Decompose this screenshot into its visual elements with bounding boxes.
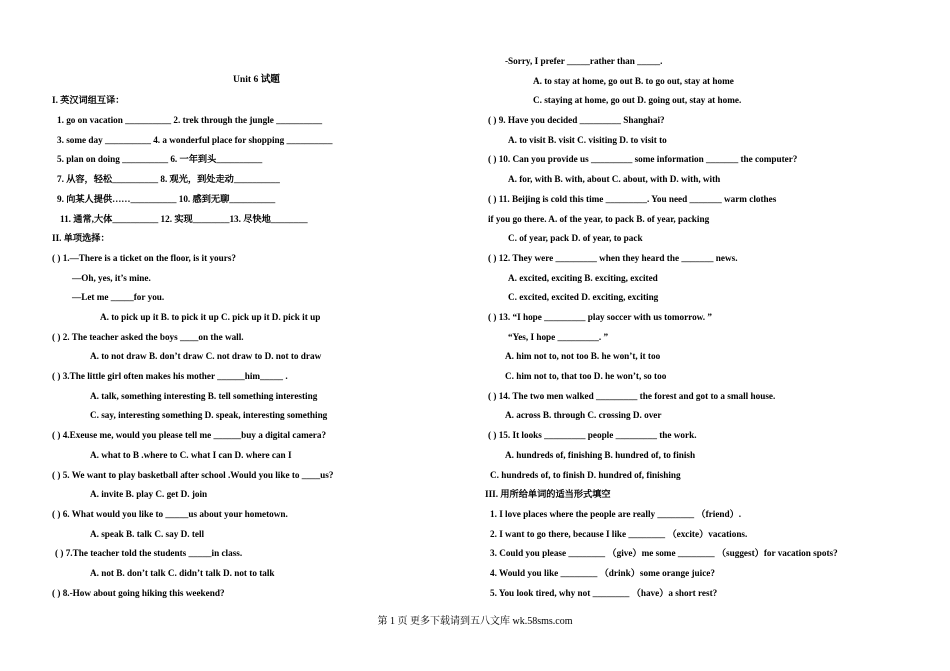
question-line: ( ) 4.Exeuse me, would you please tell me ______buy a digital camera? (52, 430, 327, 440)
question-line: “Yes, I hope _________. ” (508, 332, 609, 342)
page-footer: 第 1 页 更多下载请到五八文库 wk.58sms.com (377, 616, 573, 627)
section-3-row: 1. I love places where the people are really ________ （friend）. (490, 509, 742, 519)
question-line: ( ) 13. “I hope _________ play soccer with us tomorrow. ” (488, 312, 712, 322)
question-line: ( ) 14. The two men walked _________ the forest and got to a small house. (488, 391, 776, 401)
option-line: A. to not draw B. don’t draw C. not draw to D. not to draw (90, 351, 322, 361)
question-line: if you go there. A. of the year, to pack B. of year, packing (488, 214, 710, 224)
question-line: ( ) 9. Have you decided _________ Shanghai? (488, 115, 665, 125)
question-line: ( ) 3.The little girl often makes his mother ______him_____ . (52, 371, 288, 381)
question-line: -Sorry, I prefer _____rather than _____. (505, 56, 663, 66)
option-line: A. not B. don’t talk C. didn’t talk D. not to talk (90, 568, 275, 578)
option-line: C. of year, pack D. of year, to pack (508, 233, 643, 243)
question-line: ( ) 12. They were _________ when they heard the _______ news. (488, 253, 738, 263)
page-title: Unit 6 试题 (233, 74, 280, 85)
question-line: ( ) 2. The teacher asked the boys ____on the wall. (52, 332, 244, 342)
section-3-row: 2. I want to go there, because I like ________ （excite）vacations. (490, 529, 748, 539)
section-3-heading: III. 用所给单词的适当形式填空 (485, 489, 611, 499)
question-line: ( ) 1.—There is a ticket on the floor, is it yours? (52, 253, 236, 263)
section-1-row: 11. 通常,大体__________ 12. 实现________13. 尽快地________ (60, 214, 308, 224)
option-line: C. staying at home, go out D. going out, stay at home. (533, 95, 742, 105)
option-line: A. excited, exciting B. exciting, excited (508, 273, 658, 283)
option-line: C. say, interesting something D. speak, interesting something (90, 410, 328, 420)
question-line: —Let me _____for you. (72, 292, 165, 302)
option-line: A. for, with B. with, about C. about, with D. with, with (508, 174, 721, 184)
question-line: ( ) 15. It looks _________ people _________ the work. (488, 430, 697, 440)
question-line: ( ) 7.The teacher told the students _____in class. (55, 548, 243, 558)
section-1-row: 7. 从容，轻松__________ 8. 观光，到处走动__________ (57, 174, 280, 184)
section-3-row: 5. You look tired, why not ________ （have）a short rest? (490, 588, 718, 598)
option-line: A. to visit B. visit C. visiting D. to visit to (508, 135, 667, 145)
option-line: A. hundreds of, finishing B. hundred of, to finish (505, 450, 696, 460)
option-line: A. what to B .where to C. what I can D. where can I (90, 450, 292, 460)
section-2-heading: II. 单项选择： (52, 233, 110, 243)
option-line: A. speak B. talk C. say D. tell (90, 529, 205, 539)
section-3-row: 3. Could you please ________ （give）me some ________ （suggest）for vacation spots? (490, 548, 838, 558)
option-line: A. across B. through C. crossing D. over (505, 410, 662, 420)
option-line: C. him not to, that too D. he won’t, so too (505, 371, 667, 381)
section-1-heading: I. 英汉词组互译： (52, 95, 125, 105)
question-line: —Oh, yes, it’s mine. (72, 273, 151, 283)
question-line: ( ) 8.-How about going hiking this weekend? (52, 588, 225, 598)
option-line: A. to pick up it B. to pick it up C. pick up it D. pick it up (100, 312, 321, 322)
section-1-row: 3. some day __________ 4. a wonderful place for shopping __________ (57, 135, 333, 145)
option-line: A. to stay at home, go out B. to go out, stay at home (533, 76, 734, 86)
question-line: ( ) 11. Beijing is cold this time _________. You need _______ warm clothes (488, 194, 777, 204)
section-3-row: 4. Would you like ________ （drink）some orange juice? (490, 568, 715, 578)
option-line: C. excited, excited D. exciting, exciting (508, 292, 659, 302)
question-line: ( ) 5. We want to play basketball after school .Would you like to ____us? (52, 470, 334, 480)
section-1-row: 9. 向某人提供……__________ 10. 感到无聊__________ (57, 194, 276, 204)
option-line: C. hundreds of, to finish D. hundred of, finishing (490, 470, 681, 480)
section-1-row: 5. plan on doing __________ 6. 一年到头__________ (57, 154, 263, 164)
option-line: A. him not to, not too B. he won’t, it too (505, 351, 661, 361)
option-line: A. talk, something interesting B. tell something interesting (90, 391, 318, 401)
question-line: ( ) 10. Can you provide us _________ some information _______ the computer? (488, 154, 798, 164)
question-line: ( ) 6. What would you like to _____us about your hometown. (52, 509, 288, 519)
section-1-row: 1. go on vacation __________ 2. trek through the jungle __________ (57, 115, 323, 125)
option-line: A. invite B. play C. get D. join (90, 489, 208, 499)
